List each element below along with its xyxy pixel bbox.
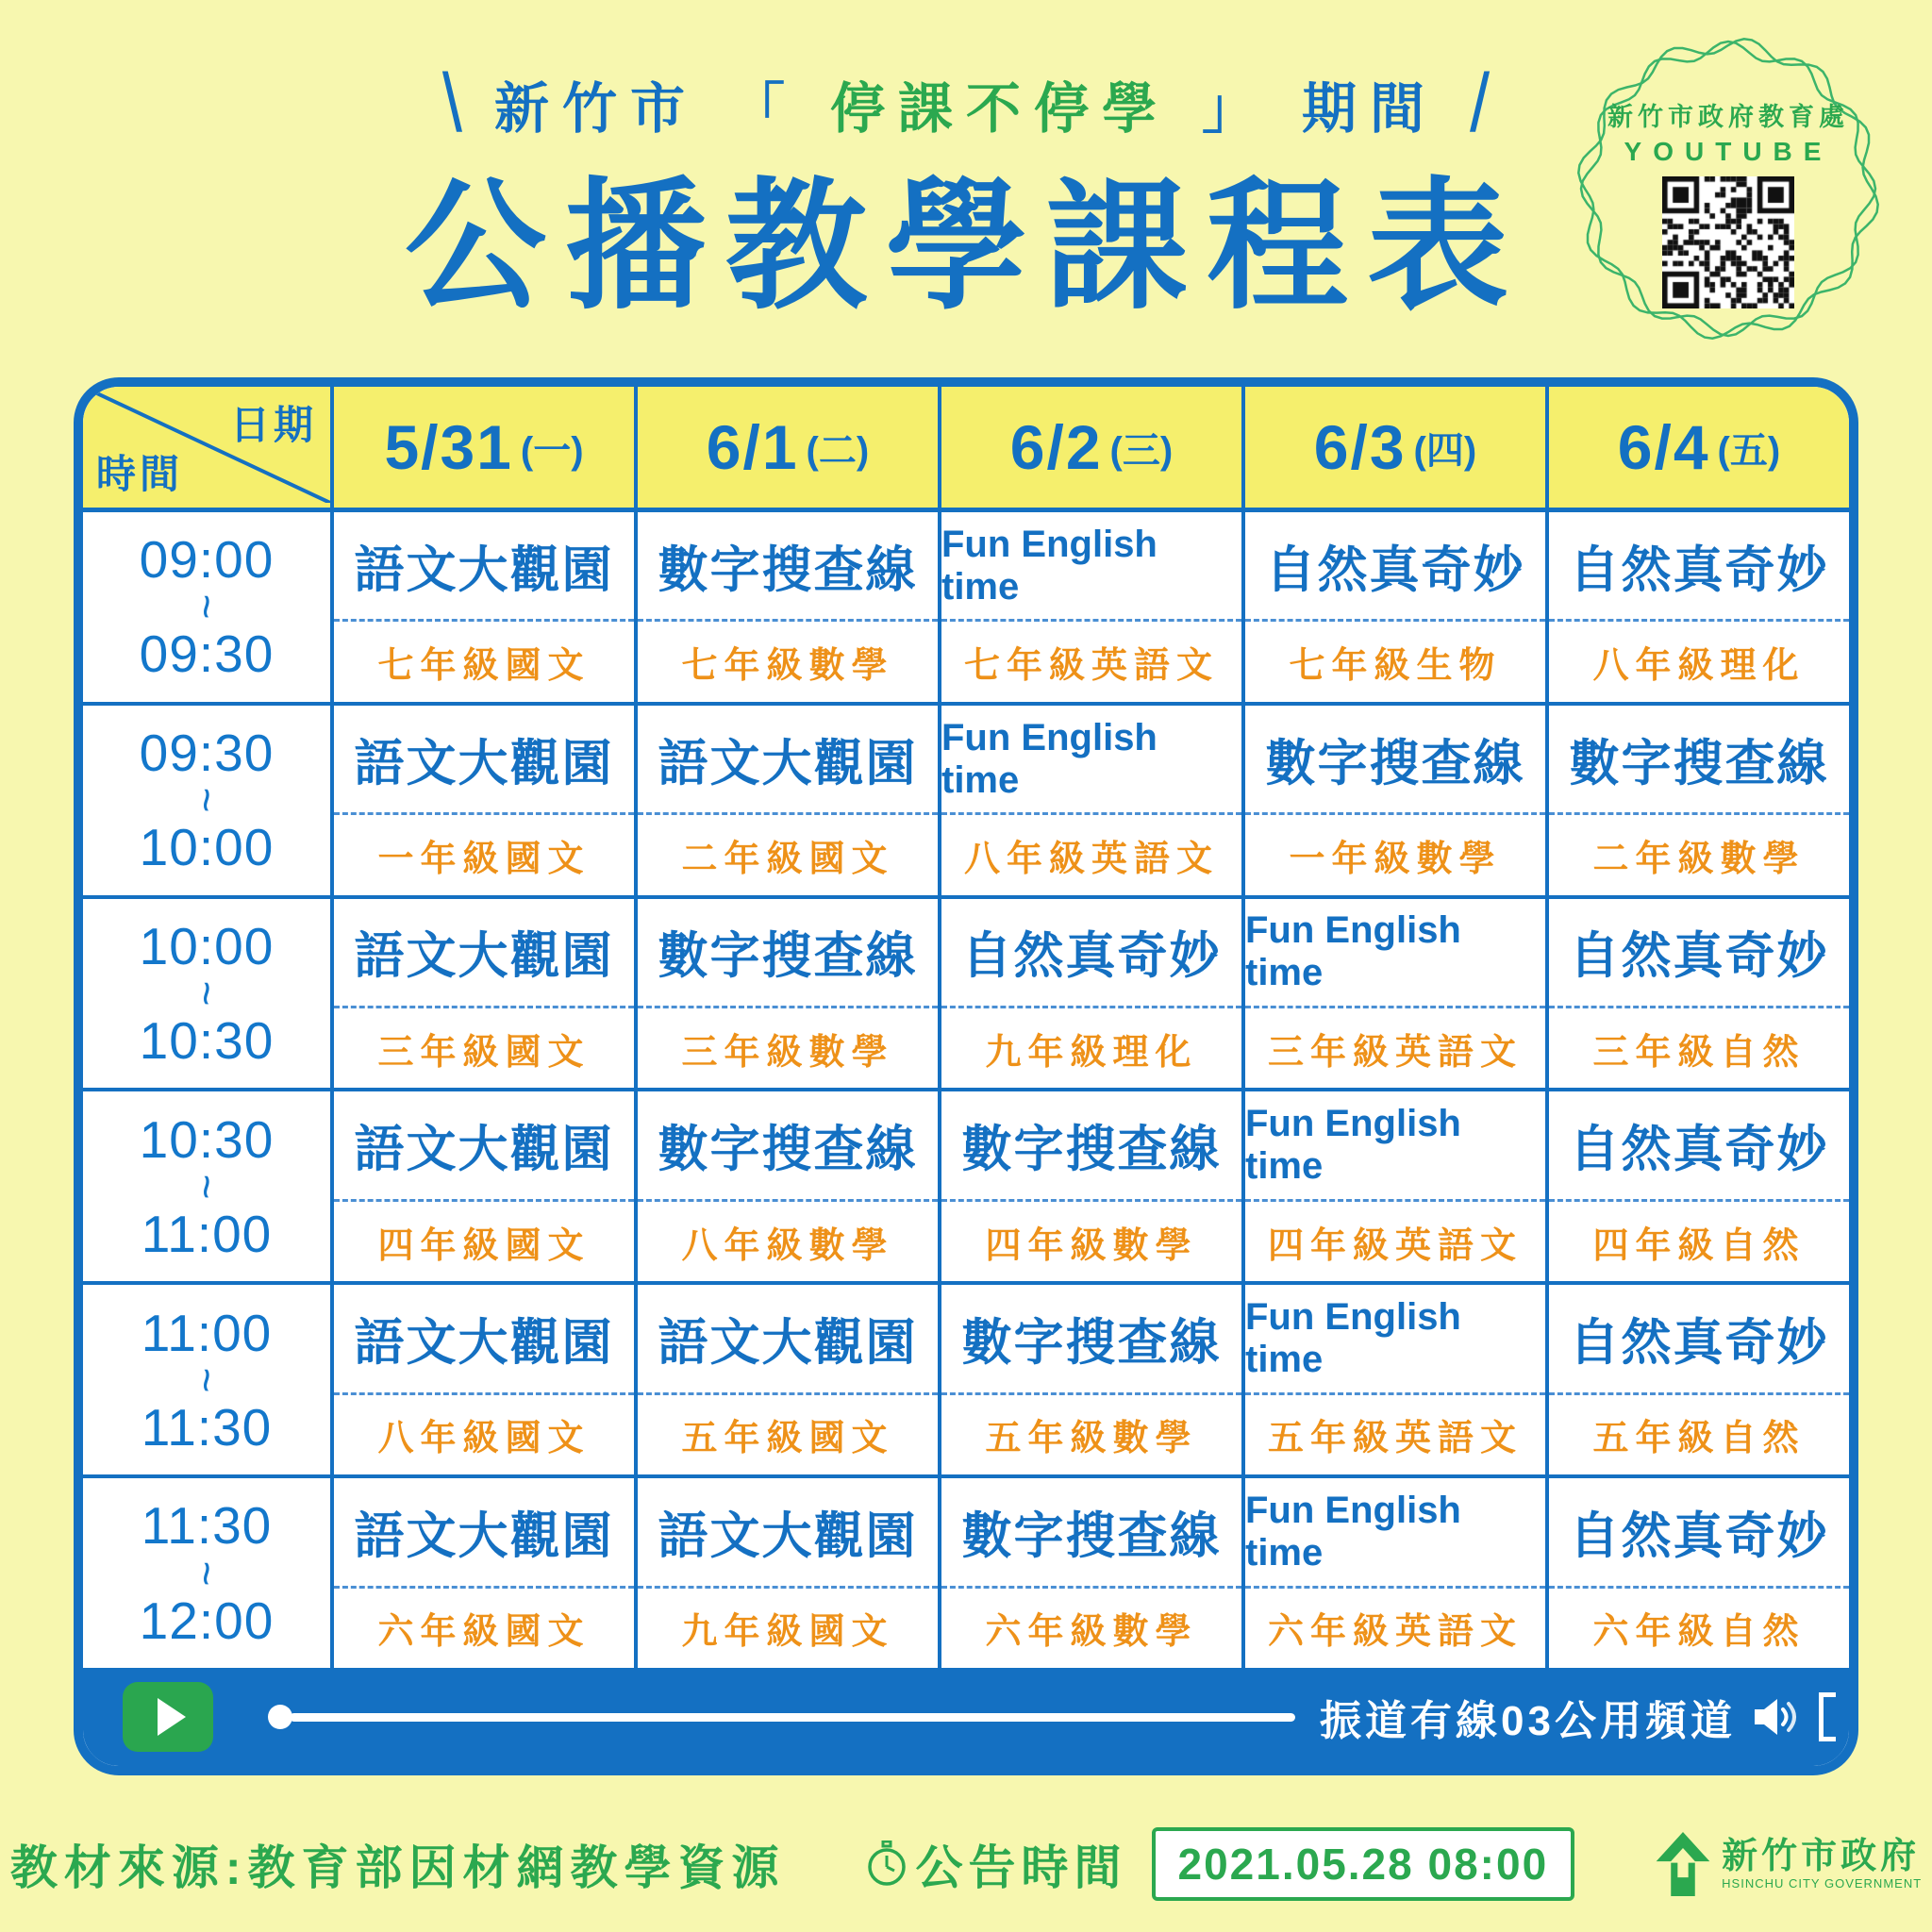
weekday-text: (五)	[1717, 429, 1781, 472]
schedule-cell	[941, 1478, 1245, 1668]
schedule-cell	[638, 1091, 941, 1281]
grade-label: 四年級國文	[377, 1225, 591, 1266]
time-end: 10:30	[139, 1011, 275, 1071]
schedule-table-card	[74, 377, 1858, 1775]
program-name: 數字搜查線	[638, 512, 938, 622]
date-header-6-4	[1549, 387, 1849, 508]
grade-label: 二年級國文	[681, 839, 894, 879]
time-end: 11:00	[141, 1204, 273, 1263]
program-name: 語文大觀園	[638, 1478, 938, 1588]
grade-label: 一年級數學	[1289, 839, 1502, 879]
program-name: 自然真奇妙	[1549, 899, 1849, 1008]
time-start: 10:30	[139, 1109, 275, 1169]
date-header-6-2	[941, 387, 1245, 508]
qr-caption-youtube: YOUTUBE	[1624, 137, 1833, 166]
grade-label: 八年級理化	[1592, 646, 1806, 687]
program-name: Fun English time	[1245, 1285, 1545, 1394]
grade-label: 九年級理化	[985, 1032, 1198, 1073]
logo-title: 新竹市政府	[1722, 1836, 1921, 1876]
clock-icon	[865, 1840, 908, 1888]
schedule-cell	[638, 1478, 941, 1668]
program-name: 自然真奇妙	[1549, 1478, 1849, 1588]
house-icon	[1656, 1832, 1710, 1896]
grade-label: 三年級自然	[1592, 1032, 1806, 1073]
program-name: Fun English time	[1245, 1091, 1545, 1201]
tilde-separator: ~	[182, 980, 231, 1007]
video-player-bar	[83, 1668, 1849, 1766]
announce-group	[865, 1827, 1575, 1901]
grade-label: 六年級自然	[1592, 1612, 1806, 1653]
schedule-cell	[334, 1478, 638, 1668]
grade-label: 六年級英語文	[1267, 1612, 1523, 1653]
program-name: 自然真奇妙	[1549, 1091, 1849, 1201]
program-name: 數字搜查線	[1245, 706, 1545, 815]
program-name: 語文大觀園	[334, 899, 634, 1008]
program-name: Fun English time	[1245, 899, 1545, 1008]
grade-label: 四年級數學	[985, 1225, 1198, 1266]
grade-label: 七年級數學	[681, 646, 894, 687]
time-end: 11:30	[141, 1397, 273, 1457]
grade-label: 七年級國文	[377, 646, 591, 687]
program-name: 數字搜查線	[941, 1091, 1241, 1201]
weekday-text: (一)	[520, 429, 584, 472]
program-name: 語文大觀園	[334, 512, 634, 622]
schedule-cell	[941, 899, 1245, 1089]
program-name: 語文大觀園	[334, 706, 634, 815]
grade-label: 五年級自然	[1592, 1419, 1806, 1459]
date-text: 6/2	[1009, 412, 1103, 482]
time-start: 09:30	[139, 724, 275, 783]
time-slot	[83, 1285, 334, 1474]
grade-label: 八年級國文	[377, 1419, 591, 1459]
program-name: 數字搜查線	[941, 1285, 1241, 1394]
tilde-separator: ~	[182, 787, 231, 813]
schedule-cell	[1549, 706, 1849, 895]
grade-label: 五年級數學	[985, 1419, 1198, 1459]
schedule-cell	[638, 706, 941, 895]
schedule-row	[83, 702, 1849, 895]
youtube-qr-badge	[1566, 26, 1890, 351]
schedule-cell	[334, 706, 638, 895]
program-name: 語文大觀園	[638, 1285, 938, 1394]
weekday-text: (四)	[1413, 429, 1477, 472]
program-name: 自然真奇妙	[1549, 1285, 1849, 1394]
corner-label-date: 日期	[229, 403, 317, 447]
schedule-cell	[941, 1285, 1245, 1474]
grade-label: 三年級英語文	[1267, 1032, 1523, 1073]
grade-label: 一年級國文	[377, 839, 591, 879]
progress-bar[interactable]	[268, 1705, 1295, 1729]
source-text: 教材來源:教育部因材網教學資源	[9, 1841, 786, 1894]
schedule-cell	[1245, 706, 1549, 895]
subtitle-prefix: 新竹市	[493, 77, 698, 140]
announce-time-badge: 2021.05.28 08:00	[1152, 1827, 1575, 1901]
time-start: 11:00	[141, 1303, 273, 1362]
grade-label: 七年級英語文	[963, 646, 1219, 687]
grade-label: 四年級自然	[1592, 1225, 1806, 1266]
date-text: 6/4	[1617, 412, 1710, 482]
schedule-cell	[1245, 1478, 1549, 1668]
program-name: 語文大觀園	[334, 1285, 634, 1394]
grade-label: 四年級英語文	[1267, 1225, 1523, 1266]
schedule-cell	[638, 512, 941, 702]
decor-backslash: \	[441, 57, 462, 150]
time-end: 09:30	[139, 625, 275, 684]
time-end: 12:00	[139, 1591, 275, 1650]
tilde-separator: ~	[182, 1560, 231, 1586]
logo-subtitle: HSINCHU CITY GOVERNMENT	[1722, 1875, 1923, 1890]
program-name: 語文大觀園	[334, 1478, 634, 1588]
date-header-5-31	[334, 387, 638, 508]
grade-label: 三年級國文	[377, 1032, 591, 1073]
schedule-row	[83, 1474, 1849, 1668]
volume-icon[interactable]	[1751, 1694, 1800, 1740]
subtitle-highlight: 停課不停學	[829, 77, 1170, 140]
program-name: 自然真奇妙	[1245, 512, 1545, 622]
channel-label: 振道有線03公用頻道	[1320, 1698, 1736, 1744]
schedule-cell	[941, 1091, 1245, 1281]
program-name: 數字搜查線	[638, 1091, 938, 1201]
time-slot	[83, 512, 334, 702]
date-text: 5/31	[384, 412, 513, 482]
city-government-logo	[1656, 1832, 1922, 1896]
program-name: 數字搜查線	[638, 899, 938, 1008]
weekday-text: (二)	[806, 429, 870, 472]
time-start: 10:00	[139, 916, 275, 975]
subtitle-bracket-close: 」	[1202, 77, 1271, 140]
date-header-6-1	[638, 387, 941, 508]
grade-label: 五年級英語文	[1267, 1419, 1523, 1459]
schedule-cell	[334, 1285, 638, 1474]
program-name: Fun English time	[941, 512, 1241, 622]
time-slot	[83, 1091, 334, 1281]
program-name: 自然真奇妙	[941, 899, 1241, 1008]
program-name: 語文大觀園	[334, 1091, 634, 1201]
time-slot	[83, 1478, 334, 1668]
schedule-cell	[334, 899, 638, 1089]
time-end: 10:00	[139, 818, 275, 877]
poster-footer	[0, 1807, 1932, 1921]
schedule-cell	[334, 512, 638, 702]
schedule-cell	[1245, 899, 1549, 1089]
schedule-cell	[1549, 512, 1849, 702]
grade-label: 三年級數學	[681, 1032, 894, 1073]
schedule-cell	[638, 899, 941, 1089]
schedule-cell	[334, 1091, 638, 1281]
schedule-row	[83, 512, 1849, 702]
grade-label: 九年級國文	[681, 1612, 894, 1653]
schedule-cell	[1245, 1091, 1549, 1281]
tilde-separator: ~	[182, 1174, 231, 1200]
date-header-6-3	[1245, 387, 1549, 508]
program-name: 自然真奇妙	[1549, 512, 1849, 622]
schedule-cell	[1549, 1285, 1849, 1474]
program-name: Fun English time	[1245, 1478, 1545, 1588]
play-icon	[158, 1698, 186, 1736]
page-title: 公播教學課程表	[404, 167, 1527, 325]
grade-label: 七年級生物	[1289, 646, 1502, 687]
tilde-separator: ~	[182, 593, 231, 620]
tilde-separator: ~	[182, 1367, 231, 1393]
subtitle-suffix: 期間	[1302, 77, 1439, 140]
schedule-cell	[1549, 899, 1849, 1089]
progress-track	[290, 1713, 1295, 1722]
table-header-row	[83, 387, 1849, 512]
schedule-cell	[1245, 512, 1549, 702]
grade-label: 六年級國文	[377, 1612, 591, 1653]
grade-label: 八年級英語文	[963, 839, 1219, 879]
schedule-cell	[638, 1285, 941, 1474]
corner-label-time: 時間	[96, 452, 184, 496]
weekday-text: (三)	[1109, 429, 1174, 472]
qr-code	[1662, 176, 1794, 308]
schedule-row	[83, 895, 1849, 1089]
corner-cell	[83, 387, 334, 508]
schedule-cell	[1549, 1091, 1849, 1281]
grade-label: 八年級數學	[681, 1225, 894, 1266]
schedule-row	[83, 1088, 1849, 1281]
announce-label: 公告時間	[915, 1841, 1127, 1894]
qr-caption-org: 新竹市政府教育處	[1607, 103, 1849, 131]
grade-label: 五年級國文	[681, 1419, 894, 1459]
decor-slash: /	[1470, 57, 1491, 150]
schedule-cell	[1549, 1478, 1849, 1668]
fullscreen-icon[interactable]	[1819, 1692, 1858, 1741]
schedule-cell	[941, 706, 1245, 895]
grade-label: 二年級數學	[1592, 839, 1806, 879]
time-slot	[83, 706, 334, 895]
date-text: 6/3	[1313, 412, 1407, 482]
program-name: 數字搜查線	[941, 1478, 1241, 1588]
schedule-cell	[1245, 1285, 1549, 1474]
program-name: 語文大觀園	[638, 706, 938, 815]
time-slot	[83, 899, 334, 1089]
time-start: 11:30	[141, 1496, 273, 1556]
program-name: 數字搜查線	[1549, 706, 1849, 815]
play-button[interactable]	[123, 1682, 213, 1752]
date-text: 6/1	[706, 412, 799, 482]
subtitle-bracket-open: 「	[729, 77, 798, 140]
time-start: 09:00	[139, 530, 275, 590]
schedule-cell	[941, 512, 1245, 702]
grade-label: 六年級數學	[985, 1612, 1198, 1653]
program-name: Fun English time	[941, 706, 1241, 815]
table-body	[83, 512, 1849, 1668]
schedule-row	[83, 1281, 1849, 1474]
